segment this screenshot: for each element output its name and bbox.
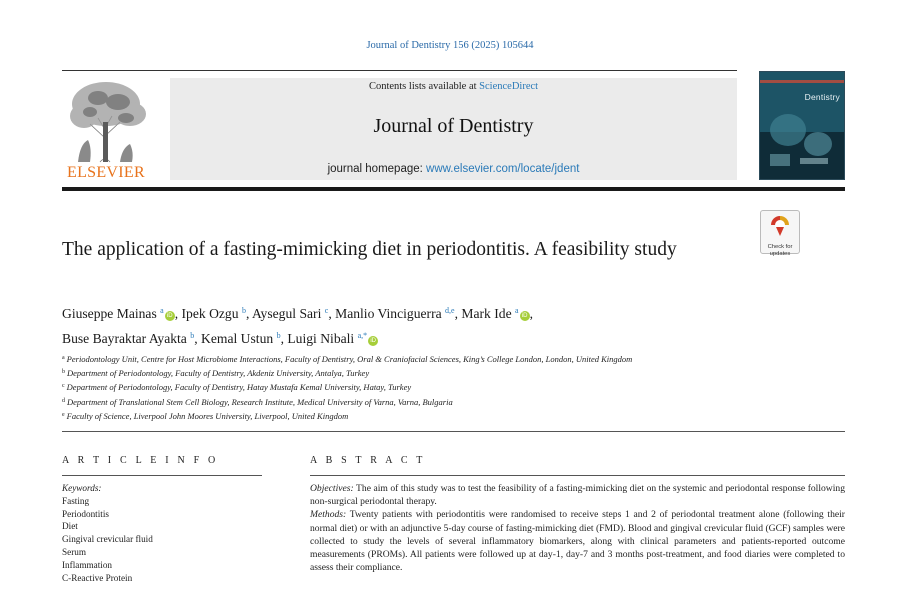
methods-text: Twenty patients with periodontitis were randomised to receive steps 1 and 2 of periodontal treatment alone (following their normal diet) or with an adjunctive 5-day course of fasting-mimicking diet (FMD). Blood and gingival crevicular fluid (GCF) samples were collected to study the levels of several inflammatory biomarkers, along with clinical parameters and patients-reported outcome measurements (PROMs). All patients were followed up at day-1, day-7 and 3 months post-treatment, and food diaries were completed to assess their compliance. bbox=[310, 509, 845, 574]
journal-name: Journal of Dentistry bbox=[373, 115, 534, 137]
author-affil-sup: a bbox=[515, 306, 519, 315]
homepage-line bbox=[170, 163, 737, 175]
elsevier-wordmark: ELSEVIER bbox=[67, 164, 145, 181]
article-title: The application of a fasting-mimicking diet in periodontitis. A feasibility study bbox=[62, 239, 677, 260]
author-affil-sup: b bbox=[190, 331, 195, 340]
keyword-item[interactable]: Inflammation bbox=[62, 559, 113, 570]
affiliation-item bbox=[62, 409, 842, 423]
journal-citation[interactable]: Journal of Dentistry 156 (2025) 105644 bbox=[366, 40, 534, 51]
author-name: Manlio Vinciguerra bbox=[335, 306, 442, 321]
keyword-item[interactable]: Serum bbox=[62, 546, 86, 557]
author[interactable] bbox=[252, 306, 328, 321]
affiliation-text: Periodontology Unit, Centre for Host Microbiome Interactions, Faculty of Dentistry, Oral & Craniofacial Sciences, King’s College London, London, United Kingdom bbox=[66, 354, 633, 364]
author-affil-sup: b bbox=[241, 306, 246, 315]
article-info-heading: A R T I C L E I N F O bbox=[62, 455, 219, 466]
keywords-label: Keywords: bbox=[62, 483, 102, 493]
keyword-item[interactable]: Fasting bbox=[62, 495, 90, 506]
author-sep: , bbox=[529, 306, 533, 321]
author-affil-sup: a bbox=[160, 306, 164, 315]
abstract-methods bbox=[310, 508, 845, 574]
affiliation-text: Department of Translational Stem Cell Biology, Research Institute, Medical University of Varna, Varna, Bulgaria bbox=[67, 396, 453, 407]
author-list bbox=[62, 300, 762, 350]
author-sep: , bbox=[245, 306, 252, 321]
author[interactable] bbox=[62, 331, 194, 346]
section-divider bbox=[62, 431, 845, 432]
author-name: Giuseppe Mainas bbox=[62, 306, 157, 321]
author[interactable] bbox=[182, 306, 246, 321]
affiliations bbox=[62, 352, 842, 423]
abstract-objectives bbox=[310, 482, 845, 508]
affiliation-sup: a bbox=[62, 355, 65, 361]
contents-prefix: Contents lists available at bbox=[368, 81, 480, 92]
affiliation-item bbox=[62, 380, 842, 394]
contents-line bbox=[170, 81, 737, 92]
elsevier-logo[interactable] bbox=[60, 78, 152, 182]
author-name: Ipek Ozgu bbox=[181, 306, 239, 321]
author-sep: , bbox=[280, 331, 288, 346]
keyword-item[interactable]: Gingival crevicular fluid bbox=[62, 534, 153, 545]
header-thick-rule bbox=[62, 187, 845, 191]
author-sep: , bbox=[328, 306, 336, 321]
affiliation-text: Department of Periodontology, Faculty of Dentistry, Akdeniz University, Antalya, Turkey bbox=[67, 368, 370, 379]
homepage-link[interactable]: www.elsevier.com/locate/jdent bbox=[426, 163, 580, 175]
homepage-prefix: journal homepage: bbox=[327, 163, 427, 175]
author-name: Mark Ide bbox=[461, 306, 512, 321]
author-name: Buse Bayraktar Ayakta bbox=[62, 331, 187, 346]
cover-title: Dentistry bbox=[804, 92, 840, 102]
header-divider bbox=[62, 70, 737, 71]
affiliation-sup: b bbox=[62, 369, 65, 376]
affiliation-text: Faculty of Science, Liverpool John Moores University, Liverpool, United Kingdom bbox=[66, 410, 349, 421]
check-updates-line1: Check for bbox=[767, 244, 793, 250]
affiliation-sup: d bbox=[62, 397, 65, 404]
keyword-item[interactable]: Diet bbox=[62, 521, 78, 532]
cover-artwork bbox=[760, 72, 845, 180]
journal-cover[interactable] bbox=[759, 71, 845, 180]
check-for-updates-badge[interactable] bbox=[760, 210, 800, 257]
author-affil-sup: c bbox=[324, 306, 329, 315]
author-affil-sup: d,e bbox=[445, 306, 455, 315]
author-sep: , bbox=[194, 331, 202, 346]
orcid-icon[interactable]: iD bbox=[165, 311, 175, 321]
keywords-block bbox=[62, 482, 262, 584]
sciencedirect-link[interactable]: ScienceDirect bbox=[479, 81, 539, 92]
abstract-heading: A B S T R A C T bbox=[310, 455, 426, 466]
orcid-icon[interactable]: iD bbox=[368, 336, 378, 346]
author[interactable] bbox=[201, 331, 281, 346]
author-affil-sup: b bbox=[276, 331, 281, 340]
methods-label: Methods: bbox=[310, 509, 347, 521]
keyword-item[interactable]: C-Reactive Protein bbox=[62, 572, 133, 583]
author-sep: , bbox=[454, 306, 462, 321]
keyword-item[interactable]: Periodontitis bbox=[62, 508, 109, 519]
author[interactable] bbox=[62, 306, 175, 321]
affiliation-item bbox=[62, 395, 842, 409]
author-name: Luigi Nibali bbox=[287, 331, 355, 346]
objectives-text: The aim of this study was to test the feasibility of a fasting-mimicking diet on the systemic and periodontal response following non-surgical periodontal therapy. bbox=[310, 483, 845, 508]
abstract-rule bbox=[310, 475, 845, 476]
objectives-label: Objectives: bbox=[310, 483, 354, 494]
affiliation-item bbox=[62, 352, 842, 366]
affiliation-text: Department of Periodontology, Faculty of Dentistry, Hatay Mustafa Kemal University, Hatay, Turkey bbox=[66, 382, 412, 393]
author-name: Kemal Ustun bbox=[201, 331, 274, 346]
author[interactable] bbox=[461, 306, 529, 321]
affiliation-item bbox=[62, 366, 842, 380]
author-sep: , bbox=[174, 306, 182, 321]
orcid-icon[interactable]: iD bbox=[520, 311, 530, 321]
elsevier-tree-icon bbox=[60, 78, 152, 164]
abstract-body bbox=[310, 482, 845, 574]
check-updates-text bbox=[761, 244, 799, 257]
author[interactable] bbox=[287, 331, 378, 346]
article-info-rule bbox=[62, 475, 262, 476]
affiliation-sup: e bbox=[62, 411, 65, 418]
check-updates-icon bbox=[769, 214, 791, 238]
author[interactable] bbox=[335, 306, 455, 321]
affiliation-sup: c bbox=[62, 383, 65, 390]
author-affil-sup: a,* bbox=[357, 331, 368, 340]
author-name: Aysegul Sari bbox=[251, 306, 322, 321]
check-updates-line2: updates bbox=[769, 250, 791, 257]
